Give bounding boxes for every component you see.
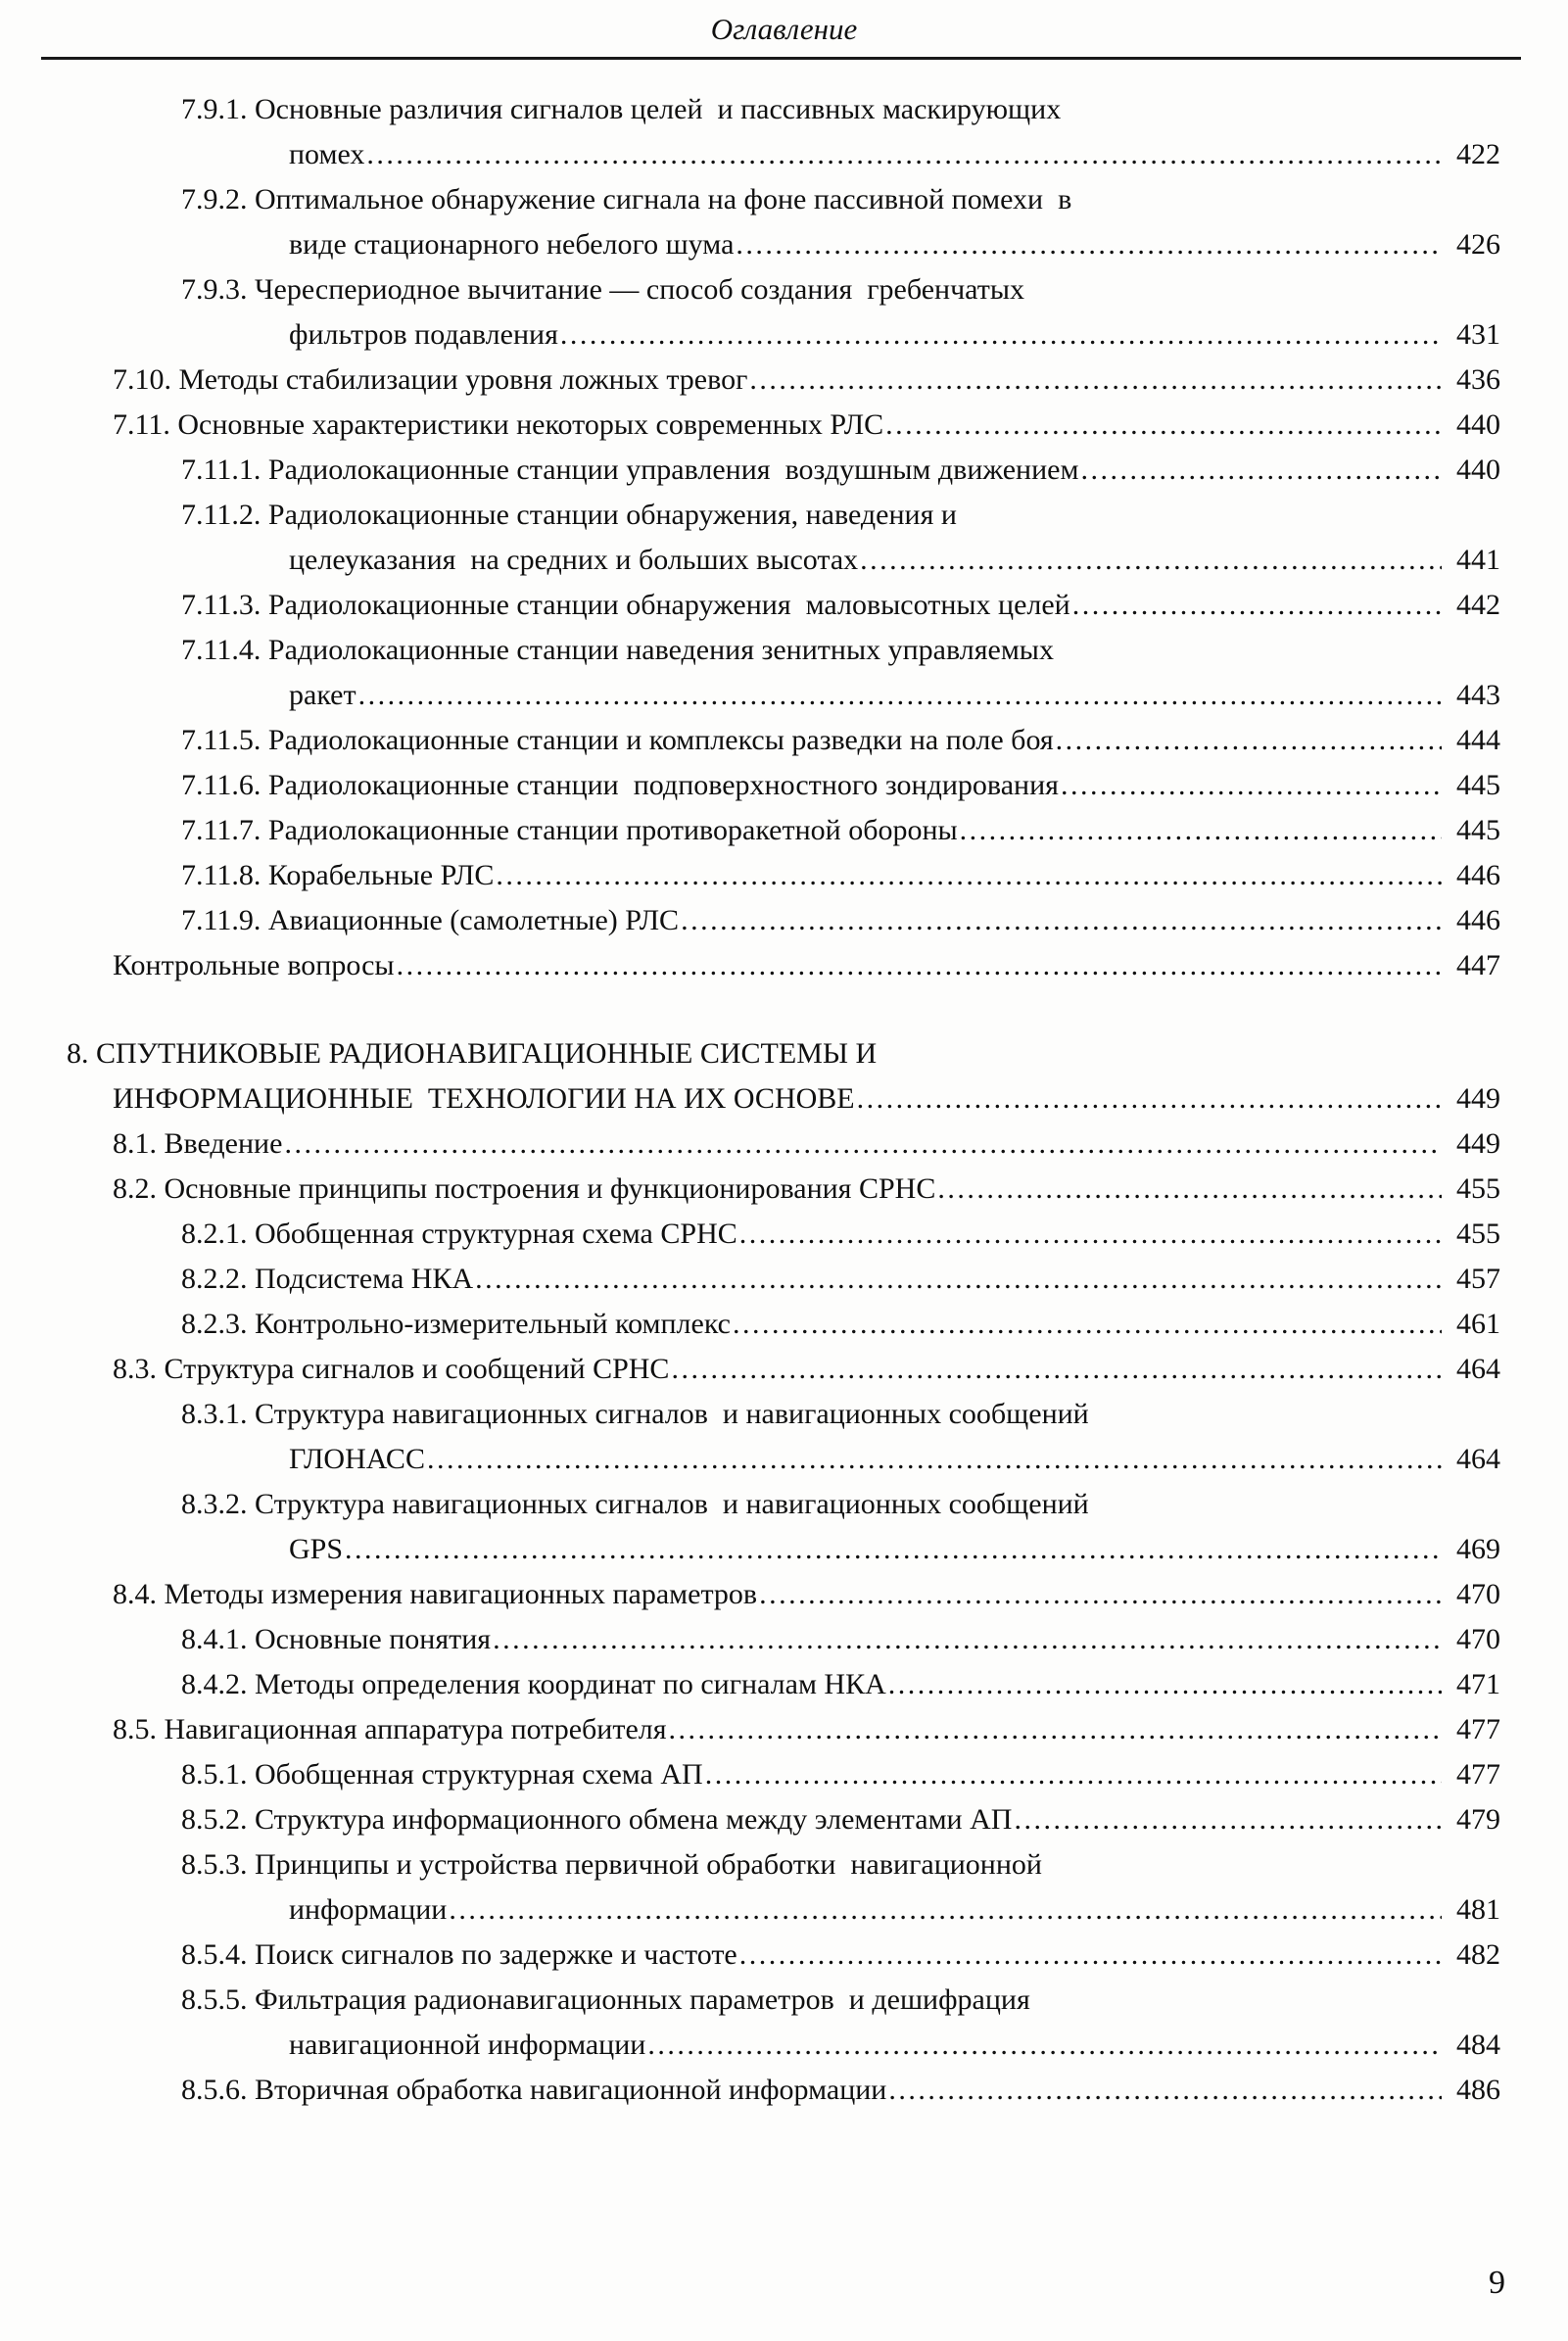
toc-entry-line	[67, 853, 1500, 898]
entry-page-number: 449	[1456, 1082, 1500, 1115]
dot-leader	[284, 1122, 1442, 1167]
toc-entry	[67, 1978, 1500, 2068]
toc-entry	[67, 853, 1500, 898]
entry-text: ГЛОНАСС	[289, 1443, 425, 1475]
entry-text: 8.5.2. Структура информационного обмена между элементами АП	[181, 1803, 1013, 1836]
entry-text: помех	[289, 138, 365, 170]
toc-entry	[67, 1031, 1500, 1122]
toc-entry	[67, 1122, 1500, 1167]
toc-entry-line	[67, 1707, 1500, 1752]
entry-text: ИНФОРМАЦИОННЫЕ ТЕХНОЛОГИИ НА ИХ ОСНОВЕ	[113, 1082, 855, 1115]
toc-entry-line	[67, 267, 1500, 312]
entry-text: 8. СПУТНИКОВЫЕ РАДИОНАВИГАЦИОННЫЕ СИСТЕМЫ И	[67, 1037, 878, 1070]
entry-text: 7.11.6. Радиолокационные станции подповерхностного зондирования	[181, 769, 1059, 801]
entry-page-number: 443	[1456, 679, 1500, 711]
toc-entry-line	[67, 1437, 1500, 1482]
entry-page-number: 455	[1456, 1172, 1500, 1205]
toc-entry-line	[67, 1031, 1500, 1076]
toc-entry	[67, 898, 1500, 943]
toc-entry-line	[67, 2023, 1500, 2068]
dot-leader	[705, 1752, 1442, 1797]
entry-text: 8.4.1. Основные понятия	[181, 1623, 492, 1655]
toc-entry-line	[67, 1122, 1500, 1167]
entry-text: 8.3. Структура сигналов и сообщений СРНС	[113, 1353, 670, 1385]
entry-page-number: 470	[1456, 1623, 1500, 1655]
toc-entry	[67, 448, 1500, 493]
toc-entry-line	[67, 493, 1500, 538]
dot-leader	[427, 1437, 1442, 1482]
entry-page-number: 464	[1456, 1443, 1500, 1475]
toc-entry-line	[67, 1978, 1500, 2023]
dot-leader	[885, 403, 1442, 448]
entry-text: 7.9.3. Череспериодное вычитание — способ создания гребенчатых	[181, 273, 1024, 306]
toc-entry-line	[67, 1617, 1500, 1662]
entry-page-number: 477	[1456, 1758, 1500, 1791]
toc-entry	[67, 1302, 1500, 1347]
entry-text: Контрольные вопросы	[113, 949, 395, 981]
dot-leader	[671, 1347, 1442, 1392]
toc-entry	[67, 1392, 1500, 1482]
toc-entry	[67, 358, 1500, 403]
entry-text: 7.9.2. Оптимальное обнаружение сигнала на фоне пассивной помехи в	[181, 183, 1072, 215]
entry-text: 8.2.2. Подсистема НКА	[181, 1263, 474, 1295]
toc-entry-line	[67, 312, 1500, 358]
dot-leader	[739, 1933, 1442, 1978]
toc-entry-line	[67, 222, 1500, 267]
entry-text: 7.9.1. Основные различия сигналов целей и пассивных маскирующих	[181, 93, 1062, 125]
entry-text: 7.11.3. Радиолокационные станции обнаружения маловысотных целей	[181, 589, 1070, 621]
entry-page-number: 486	[1456, 2074, 1500, 2106]
toc-entry-line	[67, 177, 1500, 222]
entry-text: 8.5. Навигационная аппаратура потребителя	[113, 1713, 667, 1745]
entry-page-number: 442	[1456, 589, 1500, 621]
toc-entry	[67, 87, 1500, 177]
entry-page-number: 445	[1456, 769, 1500, 801]
toc-entry	[67, 763, 1500, 808]
dot-leader	[860, 538, 1442, 583]
toc-entry	[67, 1572, 1500, 1617]
toc-entry	[67, 583, 1500, 628]
toc-entry	[67, 628, 1500, 718]
entry-text: 7.11.1. Радиолокационные станции управления воздушным движением	[181, 454, 1079, 486]
entry-page-number: 449	[1456, 1127, 1500, 1160]
dot-leader	[1014, 1797, 1442, 1842]
entry-page-number: 445	[1456, 814, 1500, 846]
dot-leader	[759, 1572, 1442, 1617]
dot-leader	[733, 1302, 1442, 1347]
toc-entry	[67, 493, 1500, 583]
entry-page-number: 426	[1456, 228, 1500, 261]
entry-text: 8.4. Методы измерения навигационных параметров	[113, 1578, 758, 1610]
dot-leader	[1056, 718, 1442, 763]
dot-leader	[493, 1617, 1442, 1662]
entry-page-number: 444	[1456, 724, 1500, 756]
entry-page-number: 446	[1456, 904, 1500, 936]
toc-entry	[67, 718, 1500, 763]
toc-entry-line	[67, 403, 1500, 448]
dot-leader	[681, 898, 1442, 943]
toc-entry	[67, 1482, 1500, 1572]
dot-leader	[739, 1212, 1442, 1257]
entry-text: 7.11.7. Радиолокационные станции противоракетной обороны	[181, 814, 958, 846]
entry-page-number: 484	[1456, 2029, 1500, 2061]
entry-page-number: 470	[1456, 1578, 1500, 1610]
toc-entry-line	[67, 1257, 1500, 1302]
toc-entry	[67, 1212, 1500, 1257]
toc-entry	[67, 943, 1500, 988]
toc-entry-line	[67, 1392, 1500, 1437]
entry-page-number: 440	[1456, 408, 1500, 441]
toc-entry	[67, 1752, 1500, 1797]
entry-page-number: 441	[1456, 544, 1500, 576]
toc-entry	[67, 1347, 1500, 1392]
entry-text: 8.4.2. Методы определения координат по сигналам НКА	[181, 1668, 886, 1700]
dot-leader	[496, 853, 1442, 898]
entry-page-number: 455	[1456, 1218, 1500, 1250]
entry-text: 8.1. Введение	[113, 1127, 283, 1160]
entry-text: информации	[289, 1893, 448, 1926]
entry-page-number: 482	[1456, 1938, 1500, 1971]
dot-leader	[857, 1076, 1442, 1122]
entry-page-number: 457	[1456, 1263, 1500, 1295]
toc-entry	[67, 1797, 1500, 1842]
toc-entry	[67, 1842, 1500, 1933]
toc-entry-line	[67, 763, 1500, 808]
dot-leader	[749, 358, 1442, 403]
toc-entry-line	[67, 1482, 1500, 1527]
dot-leader	[937, 1167, 1442, 1212]
entry-page-number: 461	[1456, 1308, 1500, 1340]
toc-entry-line	[67, 448, 1500, 493]
toc-entry-line	[67, 538, 1500, 583]
dot-leader	[1080, 448, 1442, 493]
toc-entry	[67, 403, 1500, 448]
dot-leader	[669, 1707, 1442, 1752]
toc-entry-line	[67, 1662, 1500, 1707]
entry-page-number: 479	[1456, 1803, 1500, 1836]
entry-page-number: 440	[1456, 454, 1500, 486]
toc-entry	[67, 1617, 1500, 1662]
toc-entry-line	[67, 673, 1500, 718]
toc-entry-line	[67, 1212, 1500, 1257]
dot-leader	[1072, 583, 1442, 628]
dot-leader	[366, 132, 1442, 177]
entry-text: GPS	[289, 1533, 344, 1565]
entry-page-number: 431	[1456, 318, 1500, 351]
dot-leader	[888, 1662, 1442, 1707]
toc-entry-line	[67, 583, 1500, 628]
entry-text: 7.11.9. Авиационные (самолетные) РЛС	[181, 904, 680, 936]
toc-entry-line	[67, 808, 1500, 853]
dot-leader	[358, 673, 1442, 718]
toc-entry	[67, 1167, 1500, 1212]
entry-page-number: 477	[1456, 1713, 1500, 1745]
entry-text: 7.11. Основные характеристики некоторых современных РЛС	[113, 408, 884, 441]
dot-leader	[888, 2068, 1442, 2113]
entry-page-number: 469	[1456, 1533, 1500, 1565]
dot-leader	[345, 1527, 1442, 1572]
entry-page-number: 464	[1456, 1353, 1500, 1385]
toc-entry-line	[67, 718, 1500, 763]
entry-text: фильтров подавления	[289, 318, 558, 351]
entry-text: целеуказания на средних и больших высотах	[289, 544, 859, 576]
toc-entry-line	[67, 87, 1500, 132]
toc-entry-line	[67, 1842, 1500, 1887]
dot-leader	[1061, 763, 1442, 808]
entry-text: виде стационарного небелого шума	[289, 228, 735, 261]
toc-entry-line	[67, 1797, 1500, 1842]
toc-entry	[67, 1707, 1500, 1752]
toc-entry-line	[67, 1167, 1500, 1212]
toc-list	[0, 60, 1568, 2113]
toc-entry	[67, 2068, 1500, 2113]
dot-leader	[449, 1887, 1442, 1933]
dot-leader	[960, 808, 1442, 853]
toc-entry-line	[67, 1887, 1500, 1933]
entry-page-number: 446	[1456, 859, 1500, 891]
toc-entry	[67, 808, 1500, 853]
entry-page-number: 481	[1456, 1893, 1500, 1926]
entry-text: 7.11.2. Радиолокационные станции обнаружения, наведения и	[181, 499, 957, 531]
toc-entry-line	[67, 358, 1500, 403]
toc-entry-line	[67, 628, 1500, 673]
entry-text: 8.5.6. Вторичная обработка навигационной информации	[181, 2074, 887, 2106]
toc-entry-line	[67, 1527, 1500, 1572]
entry-page-number: 447	[1456, 949, 1500, 981]
entry-text: 8.5.1. Обобщенная структурная схема АП	[181, 1758, 703, 1791]
entry-text: 7.11.5. Радиолокационные станции и комплексы разведки на поле боя	[181, 724, 1054, 756]
toc-entry	[67, 177, 1500, 267]
toc-entry-line	[67, 1347, 1500, 1392]
page-title: Оглавление	[710, 12, 858, 46]
toc-entry	[67, 1933, 1500, 1978]
toc-entry-line	[67, 1933, 1500, 1978]
entry-text: 8.2.3. Контрольно-измерительный комплекс	[181, 1308, 731, 1340]
entry-text: 8.5.3. Принципы и устройства первичной обработки навигационной	[181, 1848, 1042, 1881]
toc-entry-line	[67, 1752, 1500, 1797]
entry-page-number: 422	[1456, 138, 1500, 170]
toc-entry-line	[67, 132, 1500, 177]
entry-text: 8.5.4. Поиск сигналов по задержке и частоте	[181, 1938, 737, 1971]
entry-text: 8.3.2. Структура навигационных сигналов и навигационных сообщений	[181, 1488, 1089, 1520]
toc-entry	[67, 1257, 1500, 1302]
toc-entry-line	[67, 1572, 1500, 1617]
entry-text: 8.3.1. Структура навигационных сигналов и навигационных сообщений	[181, 1398, 1089, 1430]
entry-text: 7.11.4. Радиолокационные станции наведения зенитных управляемых	[181, 634, 1054, 666]
toc-entry-line	[67, 943, 1500, 988]
dot-leader	[397, 943, 1442, 988]
toc-entry	[67, 267, 1500, 358]
entry-page-number: 436	[1456, 363, 1500, 396]
entry-text: 8.2. Основные принципы построения и функционирования СРНС	[113, 1172, 936, 1205]
dot-leader	[736, 222, 1442, 267]
entry-text: 8.5.5. Фильтрация радионавигационных параметров и дешифрация	[181, 1983, 1030, 2016]
dot-leader	[647, 2023, 1442, 2068]
entry-text: навигационной информации	[289, 2029, 646, 2061]
dot-leader	[475, 1257, 1442, 1302]
toc-entry	[67, 1662, 1500, 1707]
toc-entry-line	[67, 2068, 1500, 2113]
entry-text: 7.11.8. Корабельные РЛС	[181, 859, 495, 891]
folio-page-number: 9	[1489, 2265, 1505, 2301]
entry-page-number: 471	[1456, 1668, 1500, 1700]
toc-entry-line	[67, 1076, 1500, 1122]
toc-entry-line	[67, 1302, 1500, 1347]
entry-text: 8.2.1. Обобщенная структурная схема СРНС	[181, 1218, 737, 1250]
toc-entry-line	[67, 898, 1500, 943]
entry-text: 7.10. Методы стабилизации уровня ложных тревог	[113, 363, 748, 396]
dot-leader	[560, 312, 1442, 358]
entry-text: ракет	[289, 679, 356, 711]
